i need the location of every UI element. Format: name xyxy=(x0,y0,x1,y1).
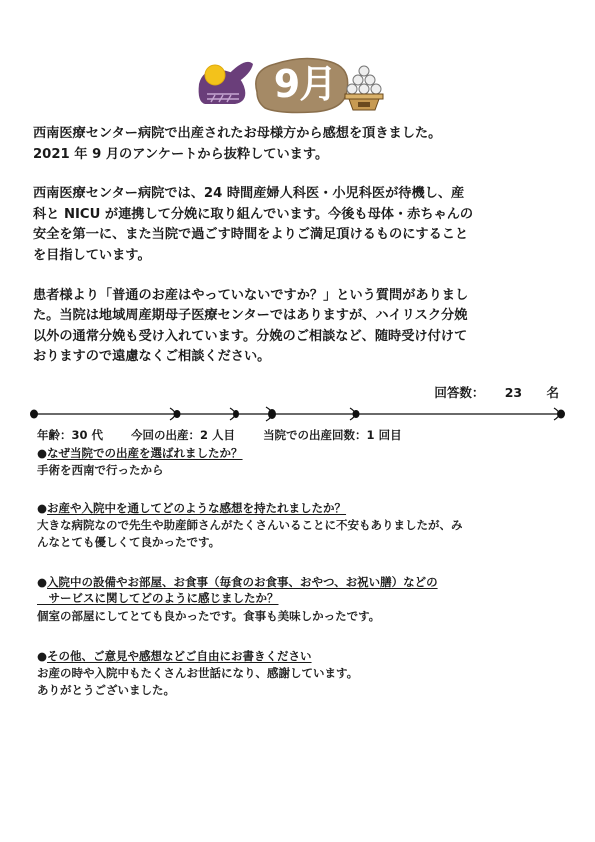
qa-question xyxy=(37,445,562,461)
response-count xyxy=(430,383,559,401)
qa-question xyxy=(37,574,562,607)
tsukimi-dango-icon xyxy=(345,66,383,110)
qa-item xyxy=(37,574,562,624)
qa-question xyxy=(37,648,562,664)
qa-question-text: 入院中の設備やお部屋、お食事（毎食のお食事、おやつ、お祝い膳）などの サービスに関してどのように感じましたか？ xyxy=(47,575,438,606)
qa-item xyxy=(37,500,562,550)
qa-question-text: お産や入院中を通してどのような感想を持たれましたか？ xyxy=(47,501,347,515)
qa-answer: お産の時や入院中もたくさんお世話になり、感謝しています。 ありがとうございました。 xyxy=(37,666,359,697)
month-label: 9月 xyxy=(273,62,337,106)
qa-item xyxy=(37,648,562,698)
response-count-label: 回答数： xyxy=(434,385,485,400)
qa-question xyxy=(37,500,562,516)
respondent-births-here: 当院での出産回数：1 回目 xyxy=(263,428,402,442)
response-count-unit: 名 xyxy=(546,385,559,400)
qa-question-text: その他、ご意見や感想などご自由にお書きください xyxy=(47,649,312,663)
rabbit-mochi-icon xyxy=(199,62,253,104)
respondent-birth-number: 今回の出産：2 人目 xyxy=(131,428,236,442)
qa-item xyxy=(37,445,562,479)
intro-paragraph-3: 患者様より「普通のお産はやっていないですか？」という質問がありまし た。当院は地域周産期母子医療センターではありますが、ハイリスク分娩 以外の通常分娩も受け入れています。分娩のご相談など、随時受け付けて おりますので遠慮なくご相談ください。 xyxy=(33,287,469,365)
respondent-info xyxy=(37,427,426,443)
qa-answer: 大きな病院なので先生や助産師さんがたくさんいることに不安もありましたが、み んなとても優しくて良かったです。 xyxy=(37,518,463,549)
intro-section xyxy=(33,124,563,368)
response-count-value: 23 xyxy=(504,385,523,400)
qa-bullet: ● xyxy=(37,649,48,663)
qa-bullet: ● xyxy=(37,501,48,515)
qa-bullet: ● xyxy=(37,446,48,460)
month-banner xyxy=(195,50,395,120)
section-divider xyxy=(30,402,565,426)
qa-answer: 手術を西南で行ったから xyxy=(37,463,164,478)
qa-bullet: ● xyxy=(37,575,48,589)
respondent-age: 年齢：30 代 xyxy=(37,428,104,442)
intro-paragraph-2: 西南医療センター病院では、24 時間産婦人科医・小児科医が待機し、産 科と NICU が連携して分娩に取り組んでいます。今後も母体・赤ちゃんの 安全を第一に、また当院で過ごす時間をよりご満足頂けるものにすること を目指しています。 xyxy=(33,186,474,263)
qa-answer: 個室の部屋にしてとても良かったです。食事も美味しかったです。 xyxy=(37,608,381,623)
qa-question-text: なぜ当院での出産を選ばれましたか？ xyxy=(47,446,243,460)
intro-paragraph-1: 西南医療センター病院で出産されたお母様方から感想を頂きました。 2021 年 9 月のアンケートから抜粋しています。 xyxy=(33,126,442,162)
full-moon-icon xyxy=(205,65,225,85)
